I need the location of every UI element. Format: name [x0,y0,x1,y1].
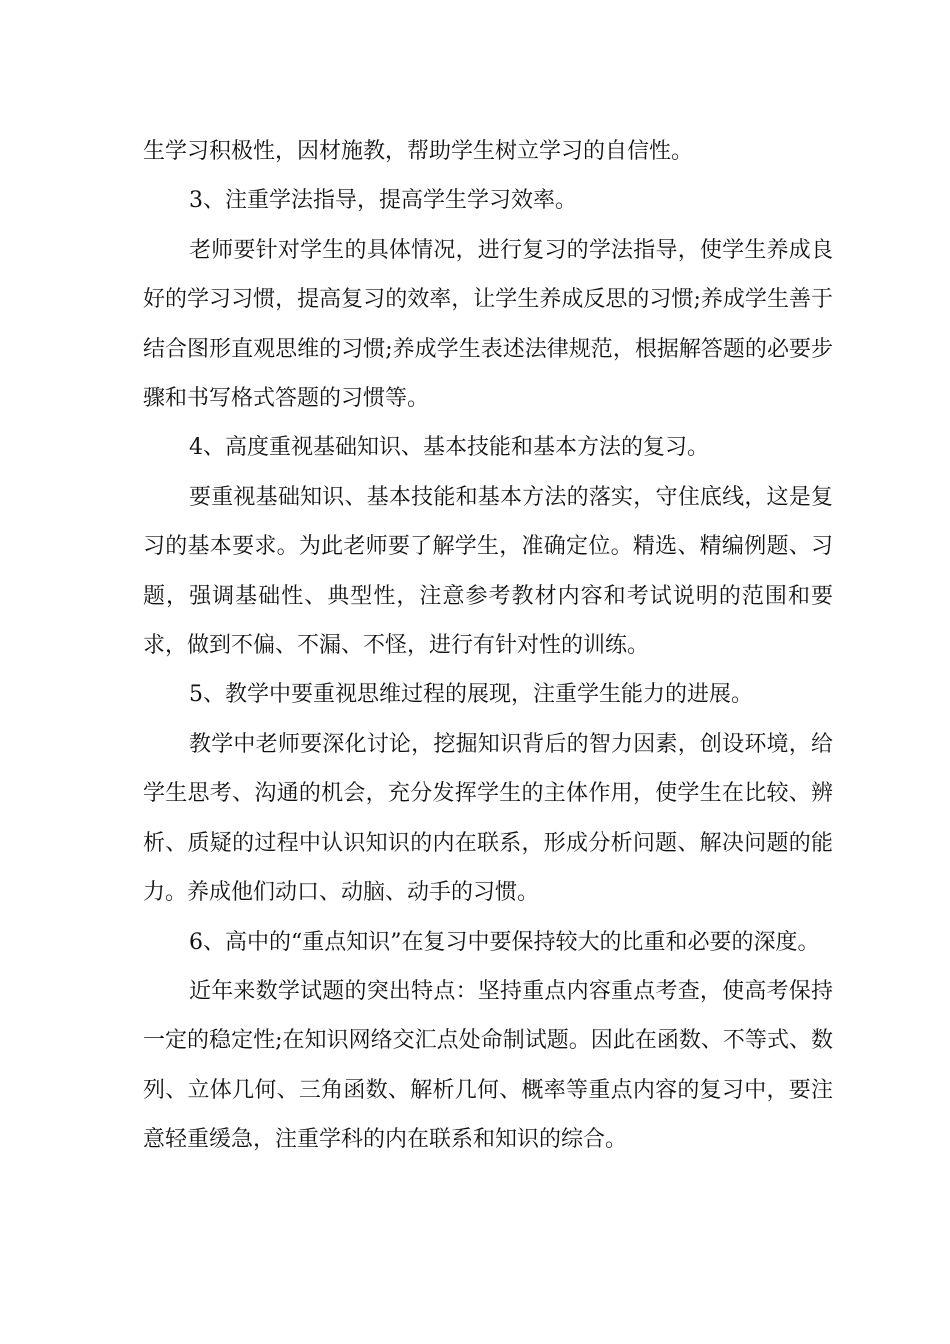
paragraph-4: 要重视基础知识、基本技能和基本方法的落实，守住底线，这是复习的基本要求。为此老师要了解学生，准确定位。精选、精编例题、习题，强调基础性、典型性，注意参考教材内容和考试说明的范围和要求，做到不偏、不漏、不怪，进行有针对性的训练。 [143,484,833,659]
document-body [143,127,833,1165]
paragraph-5: 教学中老师要深化讨论，挖掘知识背后的智力因素，创设环境，给学生思考、沟通的机会，充分发挥学生的主体作用，使学生在比较、辨析、质疑的过程中认识知识的内在联系，形成分析问题、解决问题的能力。养成他们动口、动脑、动手的习惯。 [143,731,833,906]
heading-6: 6、高中的“重点知识”在复习中要保持较大的比重和必要的深度。 [189,929,820,955]
heading-5: 5、教学中要重视思维过程的展现，注重学生能力的进展。 [189,682,753,708]
paragraph-1: 生学习积极性，因材施教，帮助学生树立学习的自信性。 [143,139,694,164]
heading-4: 4、高度重视基础知识、基本技能和基本方法的复习。 [189,435,709,461]
heading-3: 3、注重学法指导，提高学生学习效率。 [189,188,577,214]
paragraph-3: 老师要针对学生的具体情况，进行复习的学法指导，使学生养成良好的学习习惯，提高复习的效率，让学生养成反思的习惯;养成学生善于结合图形直观思维的习惯;养成学生表述法律规范，根据解答题的必要步骤和书写格式答题的习惯等。 [143,237,833,412]
paragraph-6: 近年来数学试题的突出特点：坚持重点内容重点考查，使高考保持一定的稳定性;在知识网络交汇点处命制试题。因此在函数、不等式、数列、立体几何、三角函数、解析几何、概率等重点内容的复习中，要注意轻重缓急，注重学科的内在联系和知识的综合。 [143,978,833,1153]
